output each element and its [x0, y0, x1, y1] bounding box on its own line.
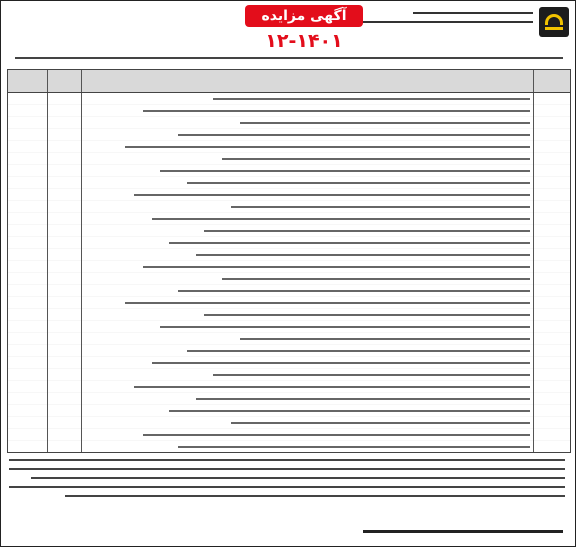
row-text-unread	[240, 122, 530, 124]
row-text-unread	[231, 422, 530, 424]
row-text-unread	[213, 374, 530, 376]
row-text-unread	[204, 230, 530, 232]
row-text-unread	[213, 98, 530, 100]
row-text-unread	[160, 326, 530, 328]
row-text-unread	[196, 398, 530, 400]
row-text-unread	[143, 266, 530, 268]
company-name-unread	[333, 12, 533, 34]
logo-arc	[545, 14, 563, 25]
auction-number: ۱۲-۱۴۰۱	[265, 30, 343, 52]
row-text-unread	[125, 146, 530, 148]
row-text-unread	[169, 242, 530, 244]
row-text-unread	[178, 134, 530, 136]
row-text-unread	[134, 386, 530, 388]
signature-unread	[363, 525, 563, 539]
notes-unread	[9, 459, 565, 519]
logo-bar	[545, 27, 563, 30]
row-text-unread	[160, 170, 530, 172]
intro-paragraph-unread	[15, 57, 563, 67]
row-text-unread	[222, 278, 530, 280]
row-text-unread	[204, 314, 530, 316]
table-header-unread	[7, 69, 571, 93]
table-rows-unread	[7, 93, 571, 453]
auction-table	[7, 69, 571, 453]
row-text-unread	[178, 290, 530, 292]
metro-logo-icon	[539, 7, 569, 37]
row-text-unread	[143, 434, 530, 436]
row-text-unread	[152, 362, 530, 364]
auction-badge: آگهی مزایده	[245, 5, 363, 27]
row-text-unread	[187, 350, 530, 352]
row-text-unread	[125, 302, 530, 304]
row-text-unread	[152, 218, 530, 220]
row-text-unread	[178, 446, 530, 448]
row-text-unread	[134, 194, 530, 196]
row-text-unread	[187, 182, 530, 184]
row-text-unread	[240, 338, 530, 340]
row-text-unread	[169, 410, 530, 412]
row-text-unread	[196, 254, 530, 256]
row-text-unread	[143, 110, 530, 112]
row-text-unread	[222, 158, 530, 160]
row-text-unread	[231, 206, 530, 208]
